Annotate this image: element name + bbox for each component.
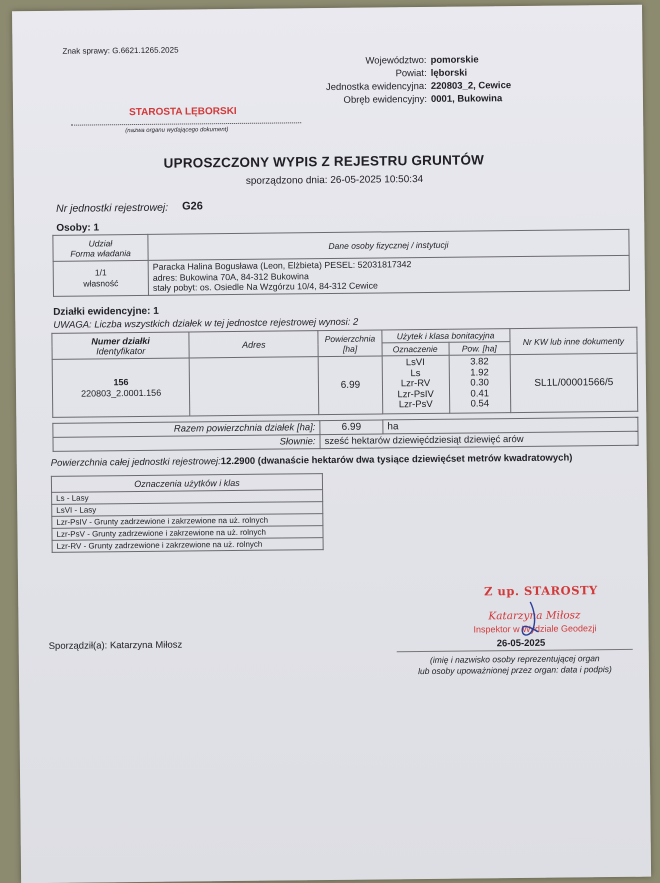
- authority-name: STAROSTA LĘBORSKI: [129, 105, 237, 119]
- persons-header-share: [53, 234, 148, 261]
- person-residence: stały pobyt: os. Osiedle Na Wzgórzu 10/4, 84-312 Cewice: [152, 280, 378, 293]
- location-value: 0001, Bukowina: [430, 93, 503, 105]
- location-value: 220803_2, Cewice: [430, 80, 512, 92]
- authority-line: [71, 121, 301, 125]
- legend-item: Ls - Lasy: [52, 490, 323, 505]
- parcel-number-cell: [52, 358, 190, 417]
- legend-item: LsVI - Lasy: [52, 502, 323, 517]
- use-area: 0.30: [470, 377, 489, 389]
- persons-table: [52, 229, 630, 297]
- caption-line-1: (imię i nazwisko osoby reprezentującej organ: [429, 653, 600, 665]
- location-label: Jednostka ewidencyjna:: [325, 80, 427, 94]
- share-cell: [53, 260, 148, 295]
- parcel-number-header: [52, 332, 189, 359]
- kw-header: Nr KW lub inne dokumenty: [510, 327, 638, 354]
- authority-caption: (nazwa organu wydającego dokument): [125, 127, 229, 135]
- parcel-identifier: 220803_2.0001.156: [81, 387, 162, 399]
- form-value: własność: [83, 277, 119, 289]
- use-area: 0.54: [470, 398, 490, 410]
- use-header: Użytek i klasa bonitacyjna: [381, 329, 509, 343]
- persons-header-data: Dane osoby fizycznej / instytucji: [148, 229, 629, 260]
- sum-label: Razem powierzchnia działek [ha]:: [53, 421, 320, 438]
- legend-item: Lzr-PsIV - Grunty zadrzewione i zakrzewione na uż. rolnych: [52, 514, 323, 529]
- sum-value: 6.99: [320, 420, 383, 435]
- parcels-count: Działki ewidencyjne: 1: [53, 305, 159, 318]
- use-area: 0.41: [470, 388, 490, 400]
- number-header: Numer działki: [91, 335, 150, 346]
- parcel-number: 156: [113, 376, 129, 387]
- parcels-note: UWAGA: Liczba wszystkich działek w tej jednostce rejestrowej wynosi: 2: [53, 316, 359, 331]
- parcels-table: [51, 327, 638, 418]
- words-label: Słownie:: [53, 435, 320, 452]
- unit-value: G26: [182, 200, 203, 213]
- pow-header: Pow. [ha]: [449, 342, 510, 356]
- words-value: sześć hektarów dziewięćdziesiąt dziewięć arów: [320, 431, 638, 448]
- parcel-area: 6.99: [319, 356, 383, 415]
- location-value: pomorskie: [430, 54, 479, 66]
- total-unit-label: Powierzchnia całej jednostki rejestrowej:: [50, 456, 221, 469]
- legend-item: Lzr-RV - Grunty zadrzewione i zakrzewione na uż. rolnych: [52, 538, 323, 553]
- form-header: Forma władania: [70, 247, 131, 259]
- document-title: UPROSZCZONY WYPIS Z REJESTRU GRUNTÓW: [163, 152, 485, 171]
- location-label: Obręb ewidencyjny:: [343, 93, 428, 106]
- case-number: Znak sprawy: G.6621.1265.2025: [62, 45, 179, 56]
- use-mark: Lzr-PsV: [398, 399, 433, 411]
- use-area: 1.92: [470, 367, 489, 379]
- use-mark: Lzr-PsIV: [397, 388, 434, 400]
- use-mark: Ls: [410, 367, 421, 380]
- total-unit-value: 12.2900 (dwanaście hektarów dwa tysiące dziewięćset metrów kwadratowych): [220, 452, 573, 468]
- use-area: 3.82: [470, 356, 489, 369]
- use-mark: LsVI: [405, 357, 425, 369]
- legend-table: [51, 473, 324, 553]
- signature-caption: [397, 653, 633, 677]
- area-header-2: [ha]: [342, 343, 358, 354]
- share-value: 1/1: [94, 267, 107, 278]
- area-header-1: Powierzchnia: [324, 333, 376, 344]
- use-marks-cell: [382, 355, 450, 414]
- kw-number: SL1L/00001566/5: [510, 353, 638, 412]
- stamp-date: 26-05-2025: [496, 637, 546, 650]
- legend-title: Oznaczenia użytków i klas: [51, 474, 322, 493]
- total-unit-area: [51, 452, 573, 468]
- area-header: [318, 330, 381, 357]
- stamp-position: Inspektor w Wydziale Geodezji: [473, 623, 597, 635]
- stamp-title: Z up. STAROSTY: [484, 583, 598, 599]
- date-line: sporządzono dnia: 26-05-2025 10:50:34: [245, 174, 424, 187]
- caption-line-2: lub osoby upoważnionej przez organ: data i podpis): [418, 664, 612, 677]
- sum-unit: ha: [383, 417, 638, 434]
- address-header: Adres: [189, 331, 318, 358]
- use-areas-cell: [449, 355, 511, 414]
- person-address: adres: Bukowina 70A, 84-312 Bukowina: [152, 270, 309, 283]
- stamp-name: Katarzyna Miłosz: [488, 609, 581, 623]
- use-mark: Lzr-RV: [400, 378, 431, 390]
- unit-label: Nr jednostki rejestrowej:: [56, 201, 169, 215]
- totals-table: [52, 417, 638, 452]
- parcel-address: [189, 357, 319, 416]
- document-sheet: [12, 5, 651, 883]
- prepared-by: Sporządził(a): Katarzyna Miłosz: [48, 639, 183, 652]
- share-header: Udział: [88, 237, 113, 249]
- legend-item: Lzr-PsV - Grunty zadrzewione i zakrzewione na uż. rolnych: [52, 526, 323, 541]
- persons-label: Osoby: 1: [56, 222, 100, 234]
- identifier-header: Identyfikator: [96, 345, 146, 356]
- location-label: Województwo:: [365, 54, 427, 67]
- location-value: lęborski: [430, 67, 468, 79]
- person-name: Paracka Halina Bogusława (Leon, Elżbieta) PESEL: 52031817342: [152, 259, 412, 272]
- signature-line: [397, 649, 633, 652]
- person-data-cell: [148, 255, 629, 295]
- location-label: Powiat:: [395, 67, 427, 80]
- mark-header: Oznaczenie: [382, 342, 449, 356]
